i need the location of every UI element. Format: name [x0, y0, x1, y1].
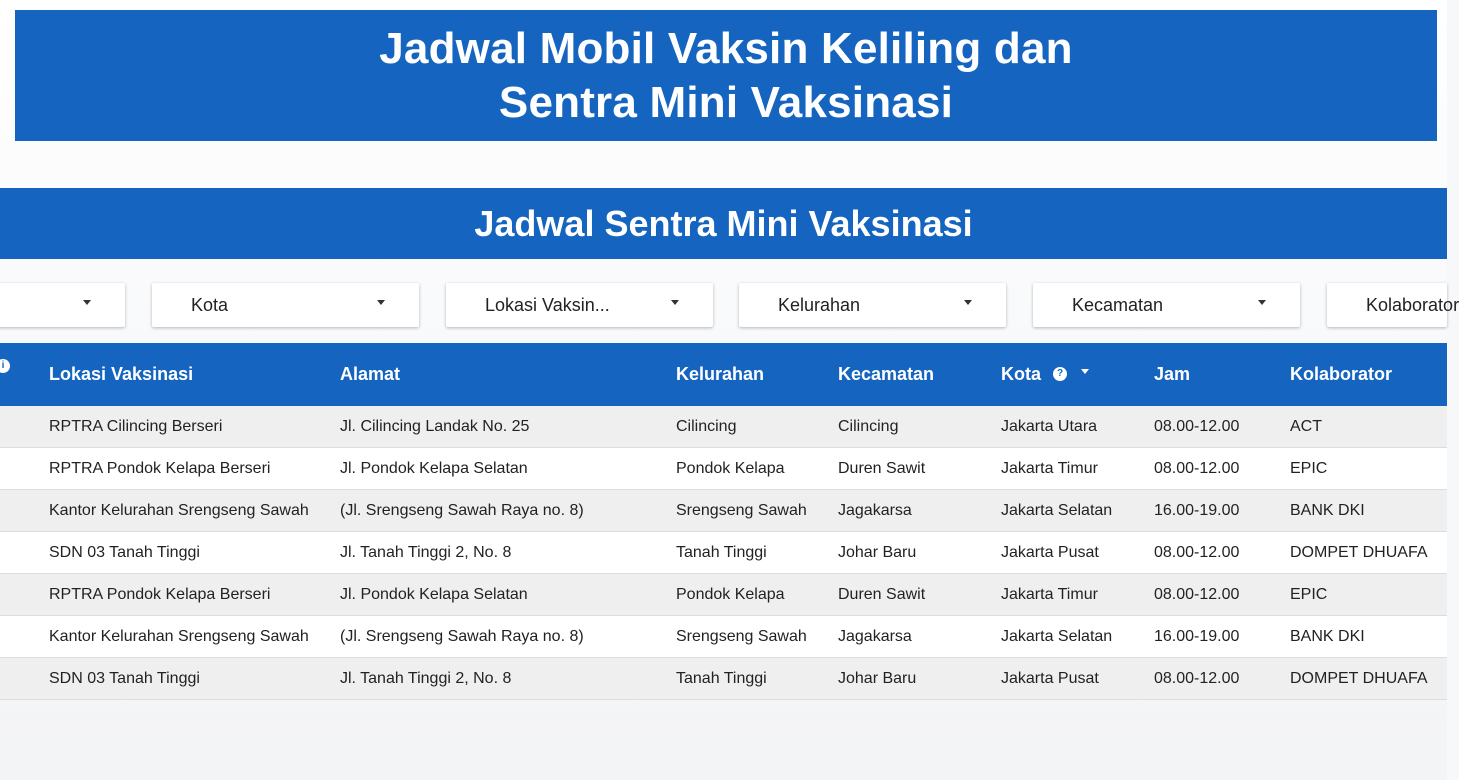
cell-kota: Jakarta Selatan: [1001, 628, 1113, 645]
cell-kota: Jakarta Timur: [1001, 460, 1098, 477]
cell-kelurahan: Pondok Kelapa: [676, 586, 785, 603]
cell-kelurahan: Srengseng Sawah: [676, 502, 807, 519]
sort-desc-icon[interactable]: [1081, 369, 1089, 374]
filter-dropdown-kolaborator[interactable]: [1327, 283, 1459, 327]
table-row: [0, 574, 1447, 616]
cell-jam: 08.00-12.00: [1154, 460, 1240, 477]
column-header-jam[interactable]: Jam: [1154, 364, 1191, 384]
filter-dropdown-kecamatan[interactable]: [1033, 283, 1300, 327]
info-icon[interactable]: i: [0, 359, 10, 373]
cell-alamat: Jl. Pondok Kelapa Selatan: [340, 586, 528, 603]
cell-kota: Jakarta Pusat: [1001, 544, 1099, 561]
chevron-down-icon: [377, 300, 385, 305]
cell-kota: Jakarta Pusat: [1001, 670, 1099, 687]
cell-jam: 08.00-12.00: [1154, 418, 1240, 435]
cell-kolaborator: EPIC: [1290, 586, 1328, 603]
chevron-down-icon: [1258, 300, 1266, 305]
cell-kecamatan: Jagakarsa: [838, 502, 912, 519]
main-title-line-2: Sentra Mini Vaksinasi: [498, 77, 954, 127]
main-title-line-1: Jadwal Mobil Vaksin Keliling dan: [379, 23, 1073, 73]
cell-jam: 08.00-12.00: [1154, 670, 1240, 687]
column-header-kecamatan[interactable]: Kecamatan: [838, 364, 935, 384]
cell-lokasi: RPTRA Cilincing Berseri: [49, 418, 223, 435]
column-header-kelurahan[interactable]: Kelurahan: [676, 364, 765, 384]
cell-kolaborator: BANK DKI: [1290, 502, 1365, 519]
cell-kecamatan: Johar Baru: [838, 670, 917, 687]
table-row: [0, 658, 1447, 700]
cell-kecamatan: Duren Sawit: [838, 460, 926, 477]
cell-alamat: Jl. Tanah Tinggi 2, No. 8: [340, 544, 512, 561]
cell-alamat: (Jl. Srengseng Sawah Raya no. 8): [340, 502, 584, 519]
column-header-kolaborator[interactable]: Kolaborator: [1290, 364, 1393, 384]
cell-kelurahan: Srengseng Sawah: [676, 628, 807, 645]
filter-label: Lokasi Vaksin...: [485, 294, 610, 315]
cell-lokasi: Kantor Kelurahan Srengseng Sawah: [49, 628, 309, 645]
cell-kelurahan: Tanah Tinggi: [676, 670, 767, 687]
filter-label: Kolaborator: [1366, 294, 1459, 315]
cell-kelurahan: Tanah Tinggi: [676, 544, 767, 561]
filter-dropdown-1[interactable]: [0, 283, 125, 327]
column-header-alamat[interactable]: Alamat: [340, 364, 401, 384]
cell-jam: 08.00-12.00: [1154, 586, 1240, 603]
table-row: [0, 406, 1447, 448]
cell-kecamatan: Jagakarsa: [838, 628, 912, 645]
filter-label: Kota: [191, 294, 229, 315]
column-header-kota-label: Kota: [1001, 364, 1041, 384]
table-row: [0, 532, 1447, 574]
cell-kolaborator: ACT: [1290, 418, 1322, 435]
section-title-banner: [0, 188, 1447, 259]
cell-lokasi: SDN 03 Tanah Tinggi: [49, 670, 200, 687]
cell-alamat: Jl. Cilincing Landak No. 25: [340, 418, 530, 435]
cell-kota: Jakarta Utara: [1001, 418, 1098, 435]
cell-kolaborator: DOMPET DHUAFA: [1290, 544, 1428, 561]
filter-dropdown-kelurahan[interactable]: [739, 283, 1006, 327]
table-header: [0, 343, 1447, 406]
filter-label: Kecamatan: [1072, 294, 1164, 315]
cell-lokasi: RPTRA Pondok Kelapa Berseri: [49, 460, 271, 477]
section-title: Jadwal Sentra Mini Vaksinasi: [474, 202, 973, 244]
filter-dropdown-lokasi-vaksinasi[interactable]: [446, 283, 713, 327]
table-row: [0, 448, 1447, 490]
table-row: [0, 490, 1447, 532]
table-row: [0, 616, 1447, 658]
cell-kecamatan: Duren Sawit: [838, 586, 926, 603]
cell-jam: 16.00-19.00: [1154, 502, 1240, 519]
cell-jam: 08.00-12.00: [1154, 544, 1240, 561]
chevron-down-icon: [964, 300, 972, 305]
table-body: [0, 406, 1447, 700]
cell-kolaborator: EPIC: [1290, 460, 1328, 477]
main-title-banner: [15, 10, 1437, 141]
cell-lokasi: RPTRA Pondok Kelapa Berseri: [49, 586, 271, 603]
chevron-down-icon: [671, 300, 679, 305]
chevron-down-icon: [83, 300, 91, 305]
cell-alamat: Jl. Pondok Kelapa Selatan: [340, 460, 528, 477]
cell-kota: Jakarta Selatan: [1001, 502, 1113, 519]
cell-kolaborator: DOMPET DHUAFA: [1290, 670, 1428, 687]
cell-kota: Jakarta Timur: [1001, 586, 1098, 603]
cell-jam: 16.00-19.00: [1154, 628, 1240, 645]
cell-kecamatan: Johar Baru: [838, 544, 917, 561]
cell-lokasi: SDN 03 Tanah Tinggi: [49, 544, 200, 561]
cell-alamat: Jl. Tanah Tinggi 2, No. 8: [340, 670, 512, 687]
cell-alamat: (Jl. Srengseng Sawah Raya no. 8): [340, 628, 584, 645]
cell-kolaborator: BANK DKI: [1290, 628, 1365, 645]
help-icon[interactable]: ?: [1053, 367, 1067, 381]
cell-kecamatan: Cilincing: [838, 418, 899, 435]
cell-kelurahan: Cilincing: [676, 418, 737, 435]
filter-dropdown-kota[interactable]: [152, 283, 419, 327]
cell-kelurahan: Pondok Kelapa: [676, 460, 785, 477]
column-header-lokasi-vaksinasi[interactable]: Lokasi Vaksinasi: [49, 364, 194, 384]
column-header-kota[interactable]: [1001, 343, 1089, 406]
cell-lokasi: Kantor Kelurahan Srengseng Sawah: [49, 502, 309, 519]
filter-label: Kelurahan: [778, 294, 861, 315]
